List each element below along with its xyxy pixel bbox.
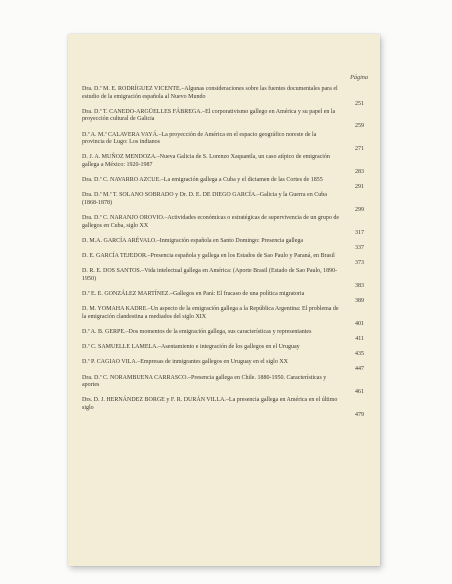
entry-title: Dra. D.ª M.ª T. SOLANO SOBRADO y Dr. D. E. DE DIEGO GARCÍA.–Galicia y la Guerra en Cuba (1868-1878) [82, 192, 327, 206]
toc-entry [82, 131, 370, 153]
entry-page-number: 383 [355, 282, 364, 289]
entry-page-number: 271 [355, 146, 364, 153]
entry-page-number: 283 [355, 168, 364, 175]
entry-page-number: 435 [355, 351, 364, 358]
entry-page-number: 447 [355, 366, 364, 373]
toc-entry [82, 86, 370, 107]
entry-title: Dra. D.ª C. NORAMBUENA CARRASCO.–Presencia gallega en Chile. 1880-1950. Características y aportes [82, 374, 327, 389]
book-page [68, 34, 380, 566]
toc-entry [82, 154, 370, 175]
entry-title: D. M. YOMAHA KADRE.–Un aspecto de la emigración gallega a la República Argentina: El problema de la emigración clandestina a mediados del siglo XIX [82, 306, 339, 320]
entry-page-number: 337 [355, 244, 364, 251]
toc-entry [82, 192, 370, 213]
entry-title: D.ª A. B. GERPE.–Dos momentos de la emigración gallega, sus características y representantes [82, 329, 312, 335]
entry-title: D.ª P. CAGIAO VILA.–Empresas de inmigrantes gallegos en Uruguay en el siglo XX [82, 359, 289, 366]
entry-title: D.ª C. SAMUELLE LAMELA.–Asentamiento e integración de los gallegos en el Uruguay [82, 344, 300, 351]
entry-page-number: 461 [355, 389, 364, 396]
entry-page-number: 317 [355, 229, 364, 236]
entry-title: Dra. D.ª C. NAVARRO AZCUE.–La emigración gallega a Cuba y el dictamen de las Cortes de 1855 [82, 177, 323, 184]
toc-entry [82, 177, 370, 191]
entry-page-number: 373 [355, 260, 364, 267]
toc-entry [82, 397, 370, 418]
toc-entry [82, 291, 370, 305]
entry-title: D.ª A. M.ª CALAVERA VAYÁ.–La proyección de América en el espacio geográfico noreste de la provincia de Lugo: Los indianos [82, 131, 317, 146]
entry-title: Dra. D.ª M. E. RODRÍGUEZ VICENTE.–Algunas consideraciones sobre las fuentes documentales para el estudio de la emigración española al Nuevo Mundo [82, 86, 338, 100]
entry-page-number: 389 [355, 298, 364, 305]
entry-title: D. M.A. GARCÍA ARÉVALO.–Inmigración española en Santo Domingo: Presencia gallega [82, 237, 304, 244]
toc-entry [82, 306, 370, 327]
table-of-contents [82, 86, 370, 420]
entry-page-number: 259 [355, 123, 364, 130]
toc-entry [82, 253, 370, 267]
entry-page-number: 411 [355, 336, 364, 342]
entry-title: Drs. D. J. HERNÁNDEZ BORGE y F. R. DURÁN VILLA.–La presencia gallega en América en el último siglo [82, 397, 338, 411]
toc-entry [82, 215, 370, 236]
toc-entry [82, 237, 370, 251]
toc-entry [82, 108, 370, 130]
entry-title: D. E. GARCÍA TEJEDOR.–Presencia española y gallega en los Estados de Sao Paulo y Paraná, en Brasil [82, 253, 335, 260]
entry-title: D. R. E. DOS SANTOS.–Vida intelectual gallega en América: (Aporte Brasil (Estado de Sao Paulo, 1890-1950) [82, 268, 338, 282]
entry-page-number: 291 [355, 184, 364, 191]
entry-title: D. J. A. MUÑOZ MENDOZA.–Nueva Galicia de S. Lorenzo Xaquantla, un caso atípico de emigración gallega a México: 1920-1987 [82, 154, 330, 168]
entry-page-number: 479 [355, 411, 364, 418]
entry-page-number: 299 [355, 206, 364, 213]
entry-page-number: 401 [355, 320, 364, 327]
toc-entry [82, 329, 370, 342]
toc-entry [82, 344, 370, 358]
toc-entry [82, 268, 370, 289]
entry-title: Dra. D.ª C. NARANJO OROVIO.–Actividades económicas o estratégicas de supervivencia de un grupo de gallegos en Cuba, siglo XX [82, 215, 340, 229]
toc-entry [82, 359, 370, 373]
toc-entry [82, 374, 370, 396]
entry-title: Dra. D.ª T. CANEDO-ARGÜELLES FÁBREGA.–El corporativismo gallego en América y su papel en la proyección cultural de Galicia [82, 108, 336, 123]
entry-title: D.ª E. E. GONZÁLEZ MARTÍNEZ.–Gallegos en Pará: El fracaso de una política migratoria [82, 291, 305, 298]
page-column-label: Página [350, 74, 368, 81]
entry-page-number: 251 [355, 100, 364, 107]
